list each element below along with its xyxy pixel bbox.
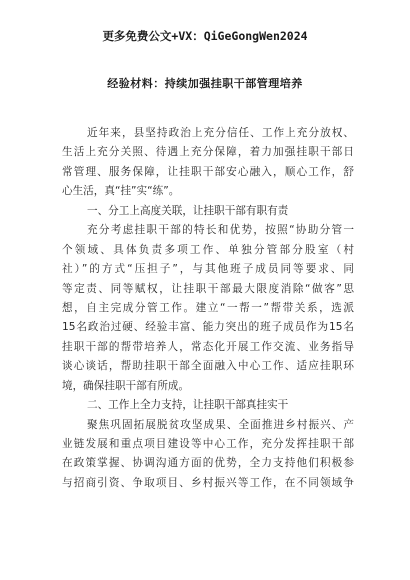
section-heading: 一、分工上高度关联，让挂职干部有职有责: [87, 204, 289, 217]
paragraph-line: 充分考虑挂职干部的特长和优势，按照“协助分管一: [87, 224, 354, 237]
paragraph-line: 在政策掌握、协调沟通方面的优势，全力支持他们积极参: [62, 457, 354, 470]
paragraph-line: 与招商引资、争取项目、乡村振兴等工作，在不同领域争: [62, 476, 354, 489]
document-body: [62, 124, 354, 493]
paragraph-line: 个领域、具体负责多项工作、单独分管部分股室（村: [62, 243, 354, 256]
paragraph-line: 想，自主完成分管工作。建立“一帮一”帮带关系，选派: [62, 301, 354, 314]
paragraph-line: 业链发展和重点项目建设等中心工作，充分发挥挂职干部: [62, 438, 354, 450]
paragraph-line: 谈心谈话，帮助挂职干部全面融入中心工作、适应挂职环: [62, 360, 354, 373]
paragraph-line: 境，确保挂职干部有所成。: [62, 379, 190, 392]
paragraph-line: 聚焦巩固拓展脱贫攻坚成果、全面推进乡村振兴、产: [87, 418, 354, 431]
paragraph-line: 近年来，县坚持政治上充分信任、工作上充分放权、: [87, 127, 354, 139]
paragraph-line: 挂职干部的帮带培养人，常态化开展工作交流、业务指导: [62, 340, 354, 353]
promo-header: 更多免费公文+VX：QiGeGongWen2024: [102, 29, 308, 43]
paragraph-line: 生活上充分关照、待遇上充分保障，着力加强挂职干部日: [62, 146, 354, 159]
paragraph-line: 心生活，真“挂”实“练”。: [62, 185, 180, 198]
paragraph-line: 社）”的方式“压担子”，与其他班子成员同等要求、同: [62, 263, 354, 276]
paragraph-line: 等定责、同等赋权，让挂职干部最大限度消除“做客”思: [62, 282, 354, 295]
document-title: 经验材料：持续加强挂职干部管理培养: [107, 77, 303, 90]
paragraph-line: 常管理、服务保障，让挂职干部安心融入，顺心工作，舒: [62, 165, 354, 178]
section-heading: 二、工作上全力支持，让挂职干部真挂实干: [87, 399, 289, 412]
paragraph-line: 15名政治过硬、经验丰富、能力突出的班子成员作为15名: [62, 321, 354, 334]
